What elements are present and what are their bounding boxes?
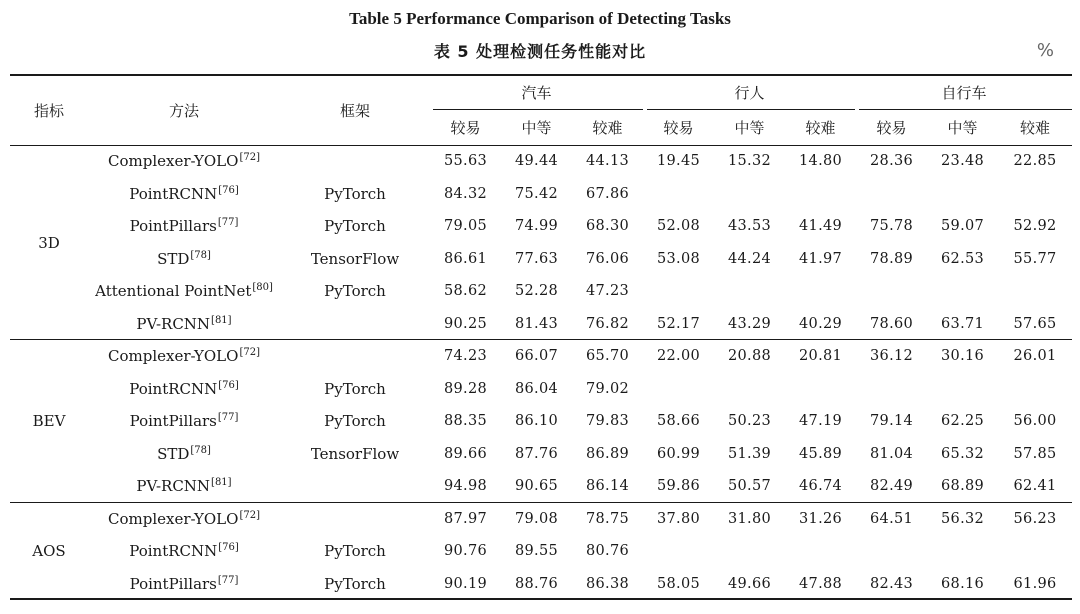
value-cell bbox=[856, 373, 927, 406]
value-cell: 68.89 bbox=[941, 478, 985, 495]
value-cell bbox=[927, 275, 998, 308]
value-cell: 78.75 bbox=[586, 510, 630, 527]
value-cell: 55.63 bbox=[443, 153, 487, 170]
value-cell: 50.57 bbox=[728, 478, 772, 495]
value-cell: 52.08 bbox=[657, 218, 701, 235]
citation-ref: [76] bbox=[218, 542, 239, 554]
value-cell: 62.53 bbox=[941, 250, 985, 267]
value-cell: 74.23 bbox=[443, 348, 487, 365]
method-name: PointPillars bbox=[129, 574, 217, 593]
value-cell: 45.89 bbox=[799, 445, 843, 462]
value-cell: 82.49 bbox=[870, 478, 914, 495]
table-row bbox=[10, 535, 1072, 568]
header-level: 较易 bbox=[663, 119, 694, 137]
value-cell: 22.00 bbox=[657, 348, 701, 365]
value-cell: 90.19 bbox=[443, 575, 487, 592]
value-cell: 43.29 bbox=[728, 315, 772, 332]
value-cell bbox=[643, 535, 714, 568]
citation-ref: [72] bbox=[239, 347, 260, 359]
value-cell bbox=[927, 178, 998, 211]
value-cell: 52.17 bbox=[657, 315, 701, 332]
method-name: PointRCNN bbox=[129, 184, 218, 203]
method-cell bbox=[88, 438, 280, 471]
method-cell bbox=[88, 405, 280, 438]
value-cell: 58.05 bbox=[657, 575, 701, 592]
table-row bbox=[10, 503, 1072, 536]
table-row bbox=[10, 145, 1072, 178]
value-cell: 78.89 bbox=[870, 250, 914, 267]
value-cell bbox=[643, 178, 714, 211]
value-cell: 86.10 bbox=[514, 413, 558, 430]
value-cell: 46.74 bbox=[799, 478, 843, 495]
value-cell: 19.45 bbox=[657, 153, 701, 170]
value-cell: 43.53 bbox=[728, 218, 772, 235]
performance-table bbox=[10, 75, 1072, 600]
value-cell: 56.32 bbox=[941, 510, 985, 527]
table-row bbox=[10, 308, 1072, 341]
value-cell: 87.97 bbox=[443, 510, 487, 527]
method-cell bbox=[88, 275, 280, 308]
value-cell: 81.04 bbox=[870, 445, 914, 462]
value-cell: 65.70 bbox=[586, 348, 630, 365]
method-cell bbox=[88, 503, 280, 536]
value-cell bbox=[714, 535, 785, 568]
value-cell: 58.62 bbox=[443, 283, 487, 300]
value-cell: 84.32 bbox=[443, 185, 487, 202]
citation-ref: [77] bbox=[217, 574, 239, 586]
value-cell: 47.19 bbox=[799, 413, 843, 430]
citation-ref: [78] bbox=[190, 249, 211, 261]
value-cell: 76.06 bbox=[586, 250, 630, 267]
value-cell bbox=[714, 178, 785, 211]
value-cell: 62.25 bbox=[941, 413, 985, 430]
value-cell: 36.12 bbox=[870, 348, 914, 365]
value-cell: 78.60 bbox=[870, 315, 914, 332]
header-metric: 指标 bbox=[33, 101, 64, 120]
value-cell: 30.16 bbox=[941, 348, 985, 365]
value-cell: 14.80 bbox=[799, 153, 843, 170]
value-cell: 87.76 bbox=[514, 445, 558, 462]
header-level: 较难 bbox=[1020, 119, 1051, 137]
value-cell bbox=[785, 373, 856, 406]
method-cell bbox=[88, 243, 280, 276]
value-cell: 89.55 bbox=[514, 543, 558, 560]
value-cell: 89.66 bbox=[443, 445, 487, 462]
value-cell bbox=[856, 178, 927, 211]
value-cell: 26.01 bbox=[1013, 348, 1057, 365]
method-name: Complexer-YOLO bbox=[108, 509, 239, 528]
value-cell: 50.23 bbox=[728, 413, 772, 430]
value-cell: 90.65 bbox=[514, 478, 558, 495]
framework-cell bbox=[280, 470, 430, 503]
framework-cell: PyTorch bbox=[324, 574, 386, 593]
table-caption-english: Table 5 Performance Comparison of Detecting Tasks bbox=[349, 9, 731, 28]
header-level: 中等 bbox=[947, 119, 978, 137]
method-name: STD bbox=[157, 444, 190, 463]
value-cell bbox=[927, 535, 998, 568]
table-row bbox=[10, 340, 1072, 373]
value-cell: 41.97 bbox=[799, 250, 843, 267]
value-cell: 20.81 bbox=[799, 348, 843, 365]
value-cell: 79.08 bbox=[514, 510, 558, 527]
table-row bbox=[10, 405, 1072, 438]
value-cell: 79.05 bbox=[443, 218, 487, 235]
method-name: PointRCNN bbox=[129, 542, 218, 561]
value-cell: 86.38 bbox=[586, 575, 630, 592]
value-cell: 28.36 bbox=[870, 153, 914, 170]
header-group-pedestrian: 行人 bbox=[734, 84, 765, 102]
bottom-rule bbox=[10, 598, 1072, 600]
table-row bbox=[10, 275, 1072, 308]
value-cell: 79.02 bbox=[586, 380, 630, 397]
value-cell: 56.00 bbox=[1013, 413, 1057, 430]
value-cell bbox=[927, 373, 998, 406]
method-name: PV-RCNN bbox=[136, 477, 211, 496]
citation-ref: [81] bbox=[211, 314, 232, 326]
value-cell: 49.66 bbox=[728, 575, 772, 592]
value-cell bbox=[714, 373, 785, 406]
method-cell bbox=[88, 340, 280, 373]
citation-ref: [77] bbox=[217, 412, 239, 424]
framework-cell: PyTorch bbox=[324, 282, 386, 301]
value-cell: 75.78 bbox=[870, 218, 914, 235]
framework-cell: TensorFlow bbox=[310, 444, 400, 463]
header-level: 中等 bbox=[734, 119, 765, 137]
value-cell: 61.96 bbox=[1013, 575, 1057, 592]
value-cell: 62.41 bbox=[1013, 478, 1057, 495]
value-cell: 51.39 bbox=[728, 445, 772, 462]
method-name: Complexer-YOLO bbox=[108, 152, 239, 171]
table-row bbox=[10, 568, 1072, 601]
header-level: 较易 bbox=[450, 119, 481, 137]
method-cell bbox=[88, 178, 280, 211]
framework-cell bbox=[280, 340, 430, 373]
value-cell bbox=[785, 178, 856, 211]
value-cell: 44.13 bbox=[586, 153, 630, 170]
method-name: PV-RCNN bbox=[136, 314, 211, 333]
value-cell: 86.14 bbox=[586, 478, 630, 495]
header-framework: 框架 bbox=[339, 101, 370, 120]
group-underline-car bbox=[433, 109, 643, 110]
value-cell: 56.23 bbox=[1013, 510, 1057, 527]
method-name: Complexer-YOLO bbox=[108, 347, 239, 366]
value-cell: 77.63 bbox=[514, 250, 558, 267]
method-cell bbox=[88, 373, 280, 406]
citation-ref: [72] bbox=[239, 152, 260, 164]
metric-cell: AOS bbox=[32, 542, 66, 561]
value-cell bbox=[998, 178, 1072, 211]
value-cell: 90.25 bbox=[443, 315, 487, 332]
value-cell: 68.16 bbox=[941, 575, 985, 592]
table-row bbox=[10, 210, 1072, 243]
value-cell: 37.80 bbox=[657, 510, 701, 527]
value-cell: 40.29 bbox=[799, 315, 843, 332]
framework-cell: PyTorch bbox=[324, 184, 386, 203]
value-cell: 41.49 bbox=[799, 218, 843, 235]
value-cell: 88.35 bbox=[443, 413, 487, 430]
method-name: PointRCNN bbox=[129, 379, 218, 398]
group-underline-pedestrian bbox=[647, 109, 855, 110]
section-rule bbox=[10, 339, 1072, 340]
table-caption-chinese: 表 5 处理检测任务性能对比 bbox=[433, 42, 647, 61]
method-cell bbox=[88, 308, 280, 341]
value-cell bbox=[643, 275, 714, 308]
value-cell: 60.99 bbox=[657, 445, 701, 462]
value-cell: 81.43 bbox=[514, 315, 558, 332]
value-cell: 20.88 bbox=[728, 348, 772, 365]
value-cell: 57.85 bbox=[1013, 445, 1057, 462]
value-cell: 59.07 bbox=[941, 218, 985, 235]
value-cell: 94.98 bbox=[443, 478, 487, 495]
citation-ref: [78] bbox=[190, 444, 211, 456]
method-cell bbox=[88, 470, 280, 503]
value-cell: 15.32 bbox=[728, 153, 772, 170]
value-cell: 79.14 bbox=[870, 413, 914, 430]
citation-ref: [76] bbox=[218, 184, 239, 196]
value-cell bbox=[998, 373, 1072, 406]
header-group-cyclist: 自行车 bbox=[941, 84, 987, 102]
value-cell bbox=[856, 275, 927, 308]
table-row bbox=[10, 243, 1072, 276]
table-row bbox=[10, 470, 1072, 503]
citation-ref: [80] bbox=[252, 282, 273, 294]
citation-ref: [77] bbox=[217, 217, 239, 229]
header-level: 较易 bbox=[876, 119, 907, 137]
value-cell: 79.83 bbox=[586, 413, 630, 430]
table-row bbox=[10, 178, 1072, 211]
value-cell: 76.82 bbox=[586, 315, 630, 332]
framework-cell: PyTorch bbox=[324, 412, 386, 431]
value-cell: 68.30 bbox=[586, 218, 630, 235]
header-level: 较难 bbox=[805, 119, 836, 137]
method-cell bbox=[88, 145, 280, 178]
value-cell: 47.88 bbox=[799, 575, 843, 592]
metric-cell: 3D bbox=[38, 233, 60, 252]
framework-cell: PyTorch bbox=[324, 217, 386, 236]
section-rule bbox=[10, 502, 1072, 503]
value-cell: 88.76 bbox=[514, 575, 558, 592]
value-cell: 59.86 bbox=[657, 478, 701, 495]
value-cell bbox=[998, 275, 1072, 308]
value-cell: 66.07 bbox=[514, 348, 558, 365]
value-cell: 23.48 bbox=[941, 153, 985, 170]
table-body bbox=[10, 145, 1072, 600]
value-cell: 55.77 bbox=[1013, 250, 1057, 267]
value-cell bbox=[856, 535, 927, 568]
citation-ref: [81] bbox=[211, 477, 232, 489]
framework-cell bbox=[280, 145, 430, 178]
method-name: STD bbox=[157, 249, 190, 268]
header-level: 较难 bbox=[592, 119, 623, 137]
value-cell: 65.32 bbox=[941, 445, 985, 462]
value-cell: 44.24 bbox=[728, 250, 772, 267]
value-cell: 74.99 bbox=[514, 218, 558, 235]
value-cell: 53.08 bbox=[657, 250, 701, 267]
citation-ref: [72] bbox=[239, 509, 260, 521]
value-cell bbox=[785, 275, 856, 308]
table-row bbox=[10, 438, 1072, 471]
top-rule bbox=[10, 74, 1072, 76]
metric-cell: BEV bbox=[32, 412, 66, 431]
table-row bbox=[10, 373, 1072, 406]
header-rule bbox=[10, 145, 1072, 146]
value-cell: 31.80 bbox=[728, 510, 772, 527]
value-cell bbox=[714, 275, 785, 308]
framework-cell bbox=[280, 503, 430, 536]
unit-label: % bbox=[1036, 40, 1054, 61]
value-cell: 86.89 bbox=[586, 445, 630, 462]
header-level: 中等 bbox=[521, 119, 552, 137]
framework-cell bbox=[280, 308, 430, 341]
value-cell: 58.66 bbox=[657, 413, 701, 430]
value-cell: 22.85 bbox=[1013, 153, 1057, 170]
framework-cell: TensorFlow bbox=[310, 249, 400, 268]
value-cell: 86.04 bbox=[514, 380, 558, 397]
method-cell bbox=[88, 535, 280, 568]
group-underline-cyclist bbox=[859, 109, 1072, 110]
value-cell: 89.28 bbox=[443, 380, 487, 397]
framework-cell: PyTorch bbox=[324, 379, 386, 398]
citation-ref: [76] bbox=[218, 379, 239, 391]
value-cell: 75.42 bbox=[514, 185, 558, 202]
method-cell bbox=[88, 568, 280, 601]
value-cell: 64.51 bbox=[870, 510, 914, 527]
value-cell: 57.65 bbox=[1013, 315, 1057, 332]
value-cell: 82.43 bbox=[870, 575, 914, 592]
value-cell: 67.86 bbox=[586, 185, 630, 202]
method-name: Attentional PointNet bbox=[95, 282, 252, 301]
header-group-car: 汽车 bbox=[521, 84, 552, 102]
value-cell: 80.76 bbox=[586, 543, 630, 560]
value-cell: 52.28 bbox=[514, 283, 558, 300]
value-cell: 63.71 bbox=[941, 315, 985, 332]
value-cell: 86.61 bbox=[443, 250, 487, 267]
value-cell bbox=[998, 535, 1072, 568]
framework-cell: PyTorch bbox=[324, 542, 386, 561]
value-cell: 47.23 bbox=[586, 283, 630, 300]
method-cell bbox=[88, 210, 280, 243]
method-name: PointPillars bbox=[129, 217, 217, 236]
value-cell bbox=[785, 535, 856, 568]
value-cell: 90.76 bbox=[443, 543, 487, 560]
method-name: PointPillars bbox=[129, 412, 217, 431]
value-cell bbox=[643, 373, 714, 406]
value-cell: 49.44 bbox=[514, 153, 558, 170]
value-cell: 52.92 bbox=[1013, 218, 1057, 235]
value-cell: 31.26 bbox=[799, 510, 843, 527]
header-method: 方法 bbox=[168, 101, 199, 120]
